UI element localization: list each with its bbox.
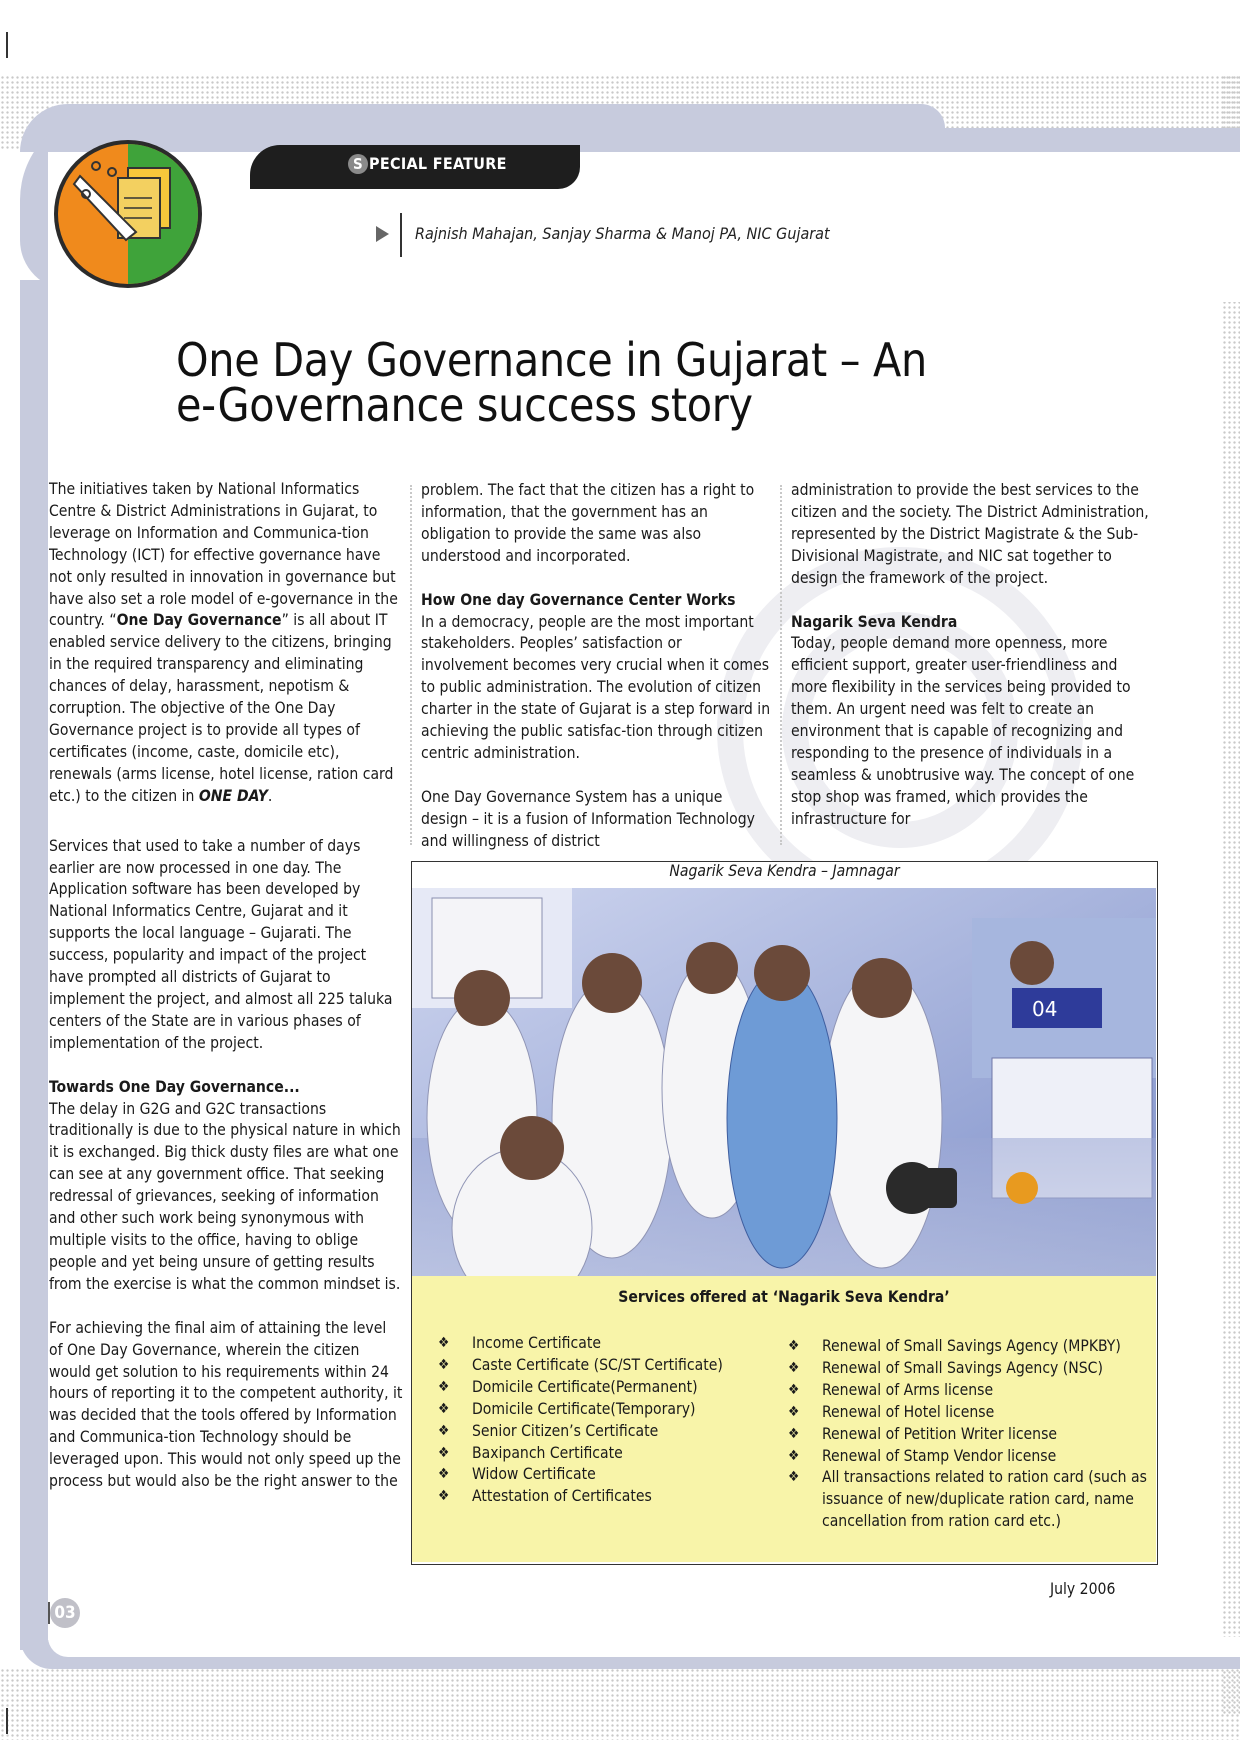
- services-list-right: [788, 1336, 1148, 1533]
- service-item: ❖ Widow Certificate: [438, 1464, 768, 1486]
- service-item: ❖ Senior Citizen’s Certificate: [438, 1421, 768, 1443]
- dotted-band-bottom: [0, 1668, 1240, 1740]
- service-item: ❖ Renewal of Petition Writer license: [788, 1424, 1148, 1446]
- frame-inner-bottom: [48, 1637, 1240, 1657]
- paragraph: [49, 479, 404, 808]
- paragraph: Services that used to take a number of days earlier are now processed in one day. The Application software has been developed by National Informatics Centre, Gujarat and it supports the local language – Gujarati. The success, popularity and impact of the project have prompted all districts of Gujarat to implement the project, and almost all 225 taluka centers of the State are in various phases of implementation of the project.: [49, 836, 393, 1052]
- service-item: ❖ Renewal of Stamp Vendor license: [788, 1446, 1148, 1468]
- service-item: ❖ Renewal of Hotel license: [788, 1402, 1148, 1424]
- dotted-band-right: [1222, 75, 1240, 1715]
- author-byline: Rajnish Mahajan, Sanjay Sharma & Manoj PA, NIC Gujarat: [415, 224, 830, 243]
- paragraph: For achieving the final aim of attaining the level of One Day Governance, wherein the citizen would get solution to his requirements within 24 hours of reporting it to the competent authority, it was decided that the tools offered by Information and Communica-tion Technology should be leveraged upon. This would not only speed up the process but would also be the right answer to the: [49, 1318, 403, 1491]
- text-run: ” is all about IT enabled service delivery to the citizens, bringing in the required transparency and eliminating chances of delay, harassment, nepotism & corruption. The objective of the One Day Governance project is to provide all types of certificates (income, caste, domicile etc), renewals (arms license, hotel license, ration card etc.) to the citizen in: [49, 611, 394, 805]
- counter-sign-text: 04: [1032, 997, 1058, 1021]
- article-title-line: e-Governance success story: [176, 378, 753, 432]
- service-item: ❖ Domicile Certificate(Permanent): [438, 1377, 768, 1399]
- section-initial: S: [348, 154, 368, 174]
- subheading: Nagarik Seva Kendra: [791, 612, 958, 631]
- service-item: ❖ Baxipanch Certificate: [438, 1443, 768, 1465]
- paragraph: The delay in G2G and G2C transactions traditionally is due to the physical nature in which it is exchanged. Big thick dusty files are what one can see at any government office. That seeking redressal of grievances, seeking of information and other such work being synonymous with multiple visits to the office, having to oblige people and yet being unsure of getting results from the exercise is what the common mindset is.: [49, 1099, 401, 1293]
- section-label-text: PECIAL FEATURE: [369, 154, 507, 173]
- bold-text: One Day Governance: [116, 611, 282, 630]
- service-item: ❖ Renewal of Small Savings Agency (MPKBY): [788, 1336, 1148, 1358]
- text-run: .: [267, 786, 273, 805]
- service-item: ❖ Attestation of Certificates: [438, 1486, 768, 1508]
- article-column-1: [49, 479, 404, 1493]
- article-column-3: [791, 480, 1151, 831]
- paragraph: administration to provide the best services to the citizen and the society. The District Administration, represented by the District Magistrate & the Sub-Divisional Magistrate, and NIC sat together to design the framework of the project.: [791, 481, 1149, 587]
- service-item: ❖ Renewal of Arms license: [788, 1380, 1148, 1402]
- article-column-2: [421, 480, 771, 853]
- bold-italic-text: ONE DAY: [198, 786, 268, 805]
- section-logo-icon: [52, 138, 204, 290]
- subheading: How One day Governance Center Works: [421, 590, 736, 609]
- section-label: [348, 154, 507, 174]
- subheading: Towards One Day Governance...: [49, 1077, 300, 1096]
- service-item: ❖ Income Certificate: [438, 1333, 768, 1355]
- paragraph: In a democracy, people are the most important stakeholders. Peoples’ satisfaction or involvement becomes very crucial when it comes to public administration. The evolution of citizen charter in the state of Gujarat is a step forward in achieving the public satisfac-tion through citizen centric administration.: [421, 612, 771, 762]
- services-title: Services offered at ‘Nagarik Seva Kendra’: [618, 1288, 950, 1306]
- paragraph: One Day Governance System has a unique design – it is a fusion of Information Technology and willingness of district: [421, 787, 755, 850]
- arrow-icon: [376, 226, 389, 242]
- services-list-left: [438, 1333, 768, 1508]
- paragraph: problem. The fact that the citizen has a right to information, that the government has an obligation to provide the same was also understood and incorporated.: [421, 481, 755, 565]
- issue-date: July 2006: [1050, 1580, 1116, 1598]
- frame-top-right: [900, 128, 1240, 152]
- service-item: ❖ Caste Certificate (SC/ST Certificate): [438, 1355, 768, 1377]
- article-title: [176, 333, 1076, 432]
- author-divider: [400, 213, 402, 257]
- service-item: ❖ Renewal of Small Savings Agency (NSC): [788, 1358, 1148, 1380]
- service-item: ❖ All transactions related to ration card (such as issuance of new/duplicate ration card, name cancellation from ration card etc.): [788, 1467, 1148, 1533]
- service-item: ❖ Domicile Certificate(Temporary): [438, 1399, 768, 1421]
- article-title-line: One Day Governance in Gujarat – An: [176, 333, 927, 387]
- frame-left-strip: [20, 280, 48, 1650]
- photo-caption: Nagarik Seva Kendra – Jamnagar: [669, 862, 900, 880]
- column-divider: [780, 485, 782, 845]
- column-divider: [410, 485, 412, 845]
- page-number-bar: [48, 1602, 50, 1624]
- paragraph: Today, people demand more openness, more efficient support, greater user-friendliness and more flexibility in the services being provided to them. An urgent need was felt to create an environment that is capable of recognizing and responding to the presence of individuals in a seamless & unobtrusive way. The concept of one stop shop was framed, which provides the infrastructure for: [791, 634, 1135, 828]
- text-run: The initiatives taken by National Informatics Centre & District Administrations in Gujarat, to leverage on Information and Communica-tion Technology (ICT) for effective governance have not only resulted in innovation in governance but have also set a role model of e-governance in the country. “: [49, 480, 398, 630]
- photo-nagarik-seva-kendra: [412, 888, 1156, 1276]
- page-number: 03: [50, 1598, 80, 1628]
- crop-mark: [6, 32, 8, 58]
- crop-mark: [6, 1708, 8, 1734]
